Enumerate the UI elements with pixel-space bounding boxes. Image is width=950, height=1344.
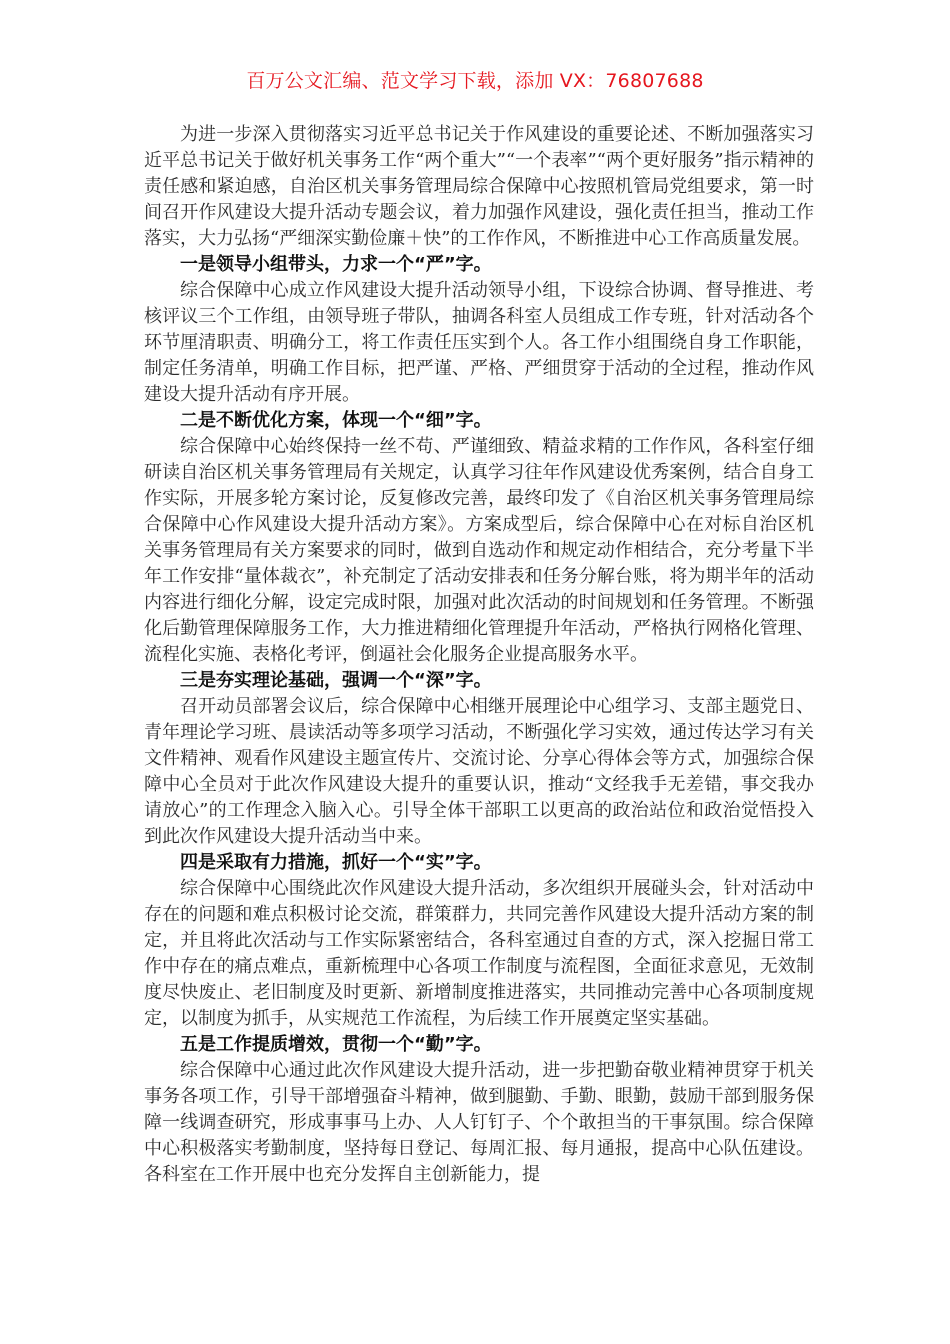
section-heading-2: 二是不断优化方案，体现一个“细”字。 [180,410,492,431]
section-heading-4: 四是采取有力措施，抓好一个“实”字。 [180,852,492,873]
section-heading-1: 一是领导小组带头，力求一个“严”字。 [180,254,492,275]
section-paragraph-3: 召开动员部署会议后，综合保障中心相继开展理论中心组学习、支部主题党日、青年理论学习班、晨读活动等多项学习活动，不断强化学习实效，通过传达学习有关文件精神、观看作风建设主题宣传片、交流讨论、分享心得体会等方式，加强综合保障中心全员对于此次作风建设大提升的重要认识，推动“文经我手无差错，事交我办请放心”的工作理念入脑入心。引导全体干部职工以更高的政治站位和政治觉悟投入到此次作风建设大提升活动当中来。 [144,696,814,847]
section-heading-5: 五是工作提质增效，贯彻一个“勤”字。 [180,1034,492,1055]
watermark-banner: 百万公文汇编、范文学习下载，添加 VX：76807688 [246,70,704,92]
document-body [144,122,814,1188]
intro-paragraph: 为进一步深入贯彻落实习近平总书记关于作风建设的重要论述、不断加强落实习近平总书记关于做好机关事务工作“两个重大”“一个表率”“两个更好服务”指示精神的责任感和紧迫感，自治区机关事务管理局综合保障中心按照机管局党组要求，第一时间召开作风建设大提升活动专题会议，着力加强作风建设，强化责任担当，推动工作落实，大力弘扬“严细深实勤俭廉＋快”的工作作风，不断推进中心工作高质量发展。 [144,124,814,249]
section-paragraph-1: 综合保障中心成立作风建设大提升活动领导小组，下设综合协调、督导推进、考核评议三个工作组，由领导班子带队，抽调各科室人员组成工作专班，针对活动各个环节厘清职责、明确分工，将工作责任压实到个人。各工作小组围绕自身工作职能，制定任务清单，明确工作目标，把严谨、严格、严细贯穿于活动的全过程，推动作风建设大提升活动有序开展。 [144,280,814,405]
section-paragraph-2: 综合保障中心始终保持一丝不苟、严谨细致、精益求精的工作作风，各科室仔细研读自治区机关事务管理局有关规定，认真学习往年作风建设优秀案例，结合自身工作实际，开展多轮方案讨论，反复修改完善，最终印发了《自治区机关事务管理局综合保障中心作风建设大提升活动方案》。方案成型后，综合保障中心在对标自治区机关事务管理局有关方案要求的同时，做到自选动作和规定动作相结合，充分考量下半年工作安排“量体裁衣”，补充制定了活动安排表和任务分解台账，将为期半年的活动内容进行细化分解，设定完成时限，加强对此次活动的时间规划和任务管理。不断强化后勤管理保障服务工作，大力推进精细化管理提升年活动，严格执行网格化管理、流程化实施、表格化考评，倒逼社会化服务企业提高服务水平。 [144,436,814,665]
section-paragraph-5: 综合保障中心通过此次作风建设大提升活动，进一步把勤奋敬业精神贯穿于机关事务各项工作，引导干部增强奋斗精神，做到腿勤、手勤、眼勤，鼓励干部到服务保障一线调查研究，形成事事马上办、人人钉钉子、个个敢担当的干事氛围。综合保障中心积极落实考勤制度，坚持每日登记、每周汇报、每月通报，提高中心队伍建设。各科室在工作开展中也充分发挥自主创新能力，提 [144,1060,814,1185]
section-heading-3: 三是夯实理论基础，强调一个“深”字。 [180,670,492,691]
section-paragraph-4: 综合保障中心围绕此次作风建设大提升活动，多次组织开展碰头会，针对活动中存在的问题和难点积极讨论交流，群策群力，共同完善作风建设大提升活动方案的制定，并且将此次活动与工作实际紧密结合，各科室通过自查的方式，深入挖掘日常工作中存在的痛点难点，重新梳理中心各项工作制度与流程图，全面征求意见，无效制度尽快废止、老旧制度及时更新、新增制度推进落实，共同推动完善中心各项制度规定，以制度为抓手，从实规范工作流程，为后续工作开展奠定坚实基础。 [144,878,814,1029]
